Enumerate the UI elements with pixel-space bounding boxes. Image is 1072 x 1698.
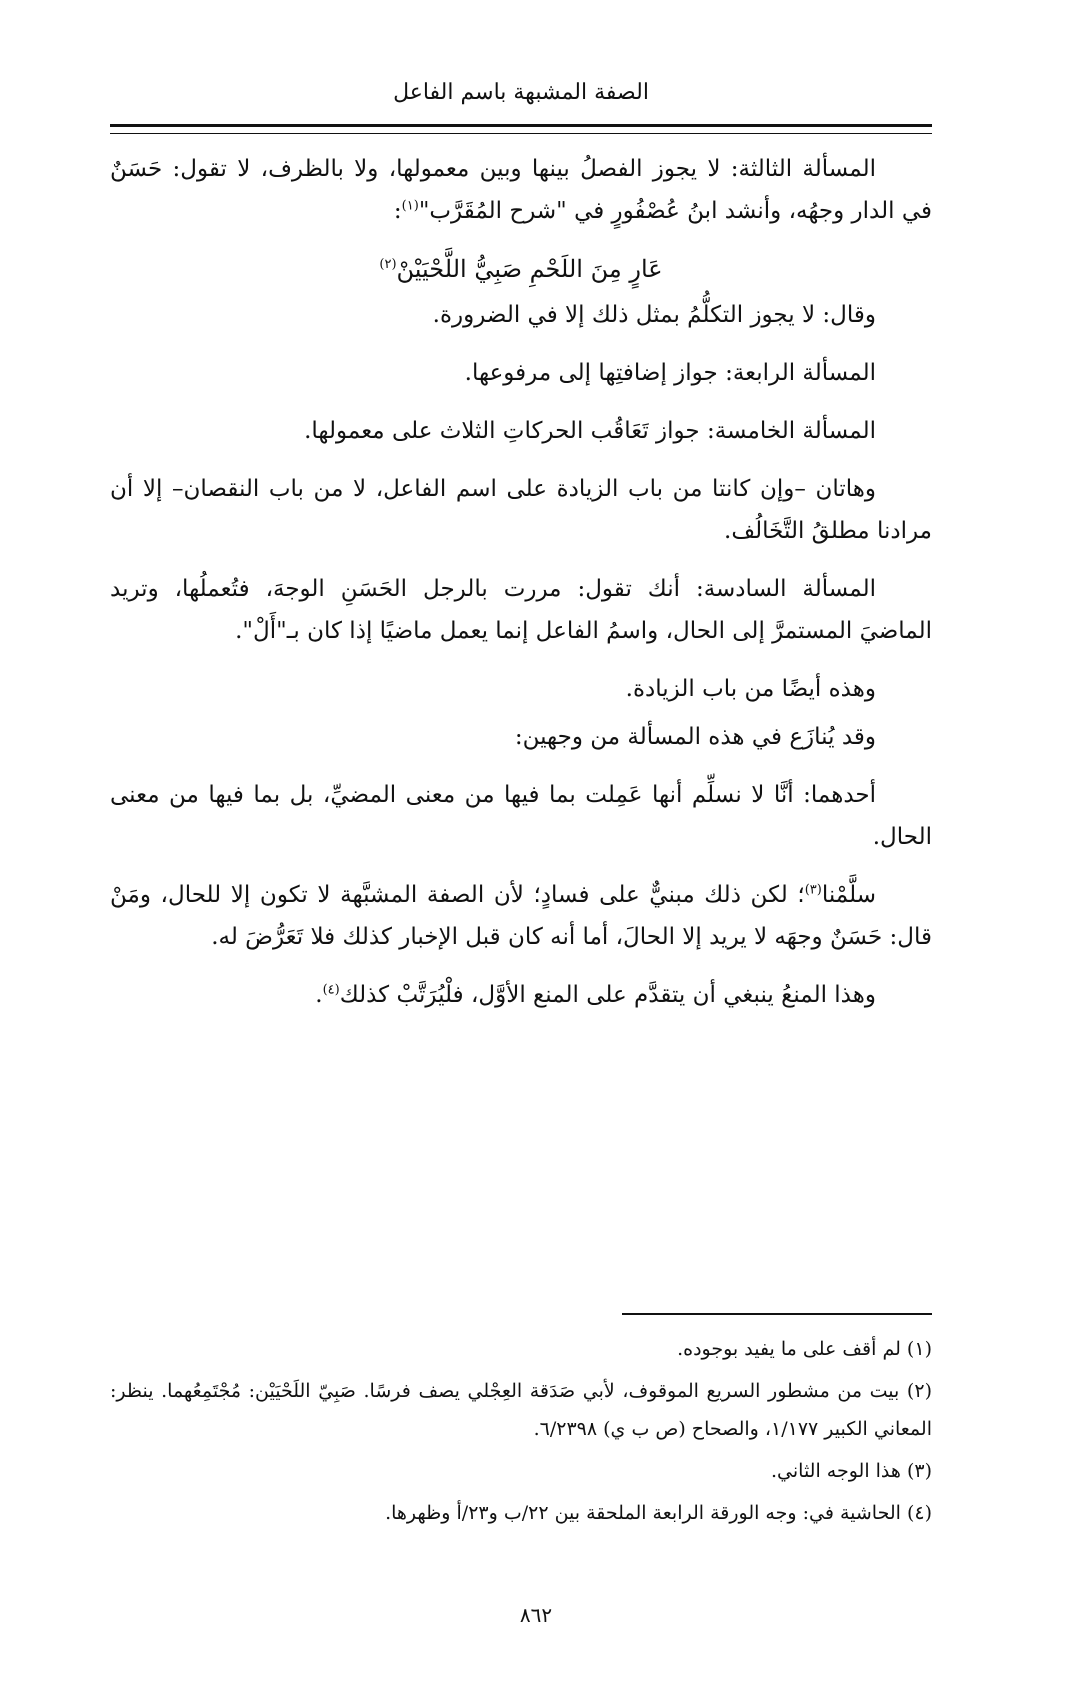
footnote-ref-2: (٢) [379, 257, 397, 272]
paragraph-issue-five: المسألة الخامسة: جواز تَعَاقُب الحركاتِ الثلاث على معمولها. [304, 418, 876, 444]
paragraph-first-aspect: أحدهما: أنَّا لا نسلِّم أنها عَمِلت بما فيها من معنى المضيِّ، بل بما فيها من معنى الحال. [110, 782, 932, 850]
paragraph-text: ؛ لكن ذلك مبنيٌّ على فسادٍ؛ لأن الصفة المشبَّهة لا تكون إلا للحال، ومَنْ قال: حَسَنٌ وجهَه لا يريد إلا الحالَ، أما أنه كان قبل الإخبار كذلك فلا تَعَرُّضَ له. [110, 882, 932, 950]
paragraph-text-end: . [315, 982, 323, 1008]
page-number: ٨٦٢ [519, 1603, 553, 1627]
footnote-2: (٢) بيت من مشطور السريع الموقوف، لأبي صَدَقة العِجْلي يصف فرسًا. صَبِيّ اللَحْيَيْن: مُجْتَمِعُهما. ينظر: المعاني الكبير ١/١٧٧، والصحاح (ص ب ي) ٦/٢٣٩٨. [110, 1380, 932, 1440]
paragraph-text: وهذا المنعُ ينبغي أن يتقدَّم على المنع الأوَّل، فلْيُرَتَّبْ كذلك [339, 982, 876, 1008]
paragraph-granted [110, 874, 932, 958]
paragraph-dispute: وقد يُنازَع في هذه المسألة من وجهين: [514, 724, 876, 750]
footnote-4: (٤) الحاشية في: وجه الورقة الرابعة الملحقة بين ٢٢/ب و٢٣/أ وظهرها. [385, 1502, 932, 1524]
running-header: الصفة المشبهة باسم الفاعل [393, 80, 649, 105]
footnote-separator [622, 1313, 932, 1315]
poetry-verse [110, 248, 932, 290]
paragraph-text-start: سلَّمْنا [821, 882, 876, 908]
paragraph-text: المسألة الثالثة: لا يجوز الفصلُ بينها وبين معمولها، ولا بالظرف، لا تقول: حَسَنٌ في الدار وجهُه، وأنشد ابنُ عُصْفُورٍ في "شرح المُقَرَّب" [110, 156, 932, 224]
paragraph-this-prohibition [110, 974, 932, 1016]
footnotes [110, 1330, 932, 1536]
paragraph-said: وقال: لا يجوز التكلُّمُ بمثل ذلك إلا في الضرورة. [432, 302, 876, 328]
paragraph-these-two: وهاتان –وإن كانتا من باب الزيادة على اسم الفاعل، لا من باب النقصان– إلا أن مرادنا مطلقُ التَّخَالُف. [110, 476, 932, 544]
main-text [110, 148, 932, 1032]
paragraph-also-addition: وهذه أيضًا من باب الزيادة. [625, 676, 876, 702]
footnote-ref-1: (١) [401, 198, 419, 214]
paragraph-issue-four: المسألة الرابعة: جواز إضافتِها إلى مرفوعها. [464, 360, 876, 386]
header-rule-thick [110, 124, 932, 127]
header-rule-thin [110, 133, 932, 134]
footnote-3: (٣) هذا الوجه الثاني. [770, 1460, 932, 1482]
paragraph-issue-three [110, 148, 932, 232]
paragraph-text-end: : [393, 198, 402, 224]
verse-text: عَارٍ مِنَ اللَحْمِ صَبِيُّ اللَّحْيَيْنْ [396, 255, 663, 283]
footnote-ref-4: (٤) [322, 982, 340, 998]
footnote-ref-3: (٣) [804, 882, 822, 898]
paragraph-issue-six: المسألة السادسة: أنك تقول: مررت بالرجل الحَسَنِ الوجهَ، فتُعملُها، وتريد الماضيَ المستمرَّ إلى الحال، واسمُ الفاعل إنما يعمل ماضيًا إذا كان بـ"أَلْ". [110, 576, 932, 644]
footnote-1: (١) لم أقف على ما يفيد بوجوده. [677, 1338, 932, 1360]
